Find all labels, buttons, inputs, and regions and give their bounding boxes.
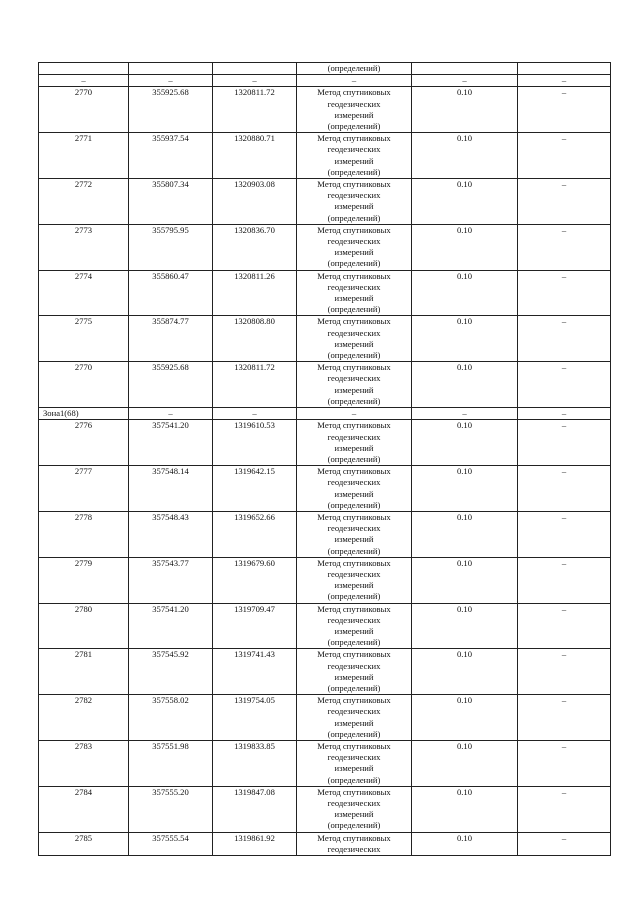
x-coordinate-cell: 357558.02 (129, 695, 213, 741)
point-id-cell: 2783 (39, 740, 129, 786)
x-coordinate-cell: 355795.95 (129, 224, 213, 270)
dash-cell: – (518, 408, 611, 420)
accuracy-cell: 0.10 (412, 133, 518, 179)
method-cell: Метод спутниковых геодезических измерений (определений) (297, 740, 412, 786)
y-coordinate-cell: 1320808.80 (213, 316, 297, 362)
note-cell: – (518, 362, 611, 408)
table-row (39, 649, 611, 695)
table-row (39, 362, 611, 408)
accuracy-cell: 0.10 (412, 316, 518, 362)
note-cell: – (518, 270, 611, 316)
x-coordinate-cell: 357555.20 (129, 786, 213, 832)
y-coordinate-cell: 1320811.72 (213, 362, 297, 408)
y-coordinate-cell: 1319833.85 (213, 740, 297, 786)
method-cell: Метод спутниковых геодезических измерений (определений) (297, 316, 412, 362)
accuracy-cell: 0.10 (412, 603, 518, 649)
y-coordinate-cell: 1319741.43 (213, 649, 297, 695)
method-cell: Метод спутниковых геодезических измерений (определений) (297, 270, 412, 316)
dash-cell: – (39, 75, 129, 87)
method-cell: Метод спутниковых геодезических измерений (определений) (297, 557, 412, 603)
x-coordinate-cell: 357551.98 (129, 740, 213, 786)
table-row (39, 786, 611, 832)
dash-cell: – (129, 75, 213, 87)
point-id-cell: 2770 (39, 362, 129, 408)
point-id-cell: 2784 (39, 786, 129, 832)
accuracy-cell: 0.10 (412, 740, 518, 786)
method-cell: Метод спутниковых геодезических измерений (определений) (297, 695, 412, 741)
y-coordinate-cell: 1320903.08 (213, 179, 297, 225)
table-row (39, 75, 611, 87)
method-cell: Метод спутниковых геодезических измерений (определений) (297, 603, 412, 649)
dash-cell: – (129, 408, 213, 420)
table-row (39, 420, 611, 466)
note-cell: – (518, 133, 611, 179)
zone-row (39, 408, 611, 420)
table-row (39, 270, 611, 316)
method-cell: Метод спутниковых геодезических (297, 832, 412, 855)
accuracy-cell: 0.10 (412, 786, 518, 832)
point-id-cell: 2778 (39, 511, 129, 557)
table-row (39, 832, 611, 855)
point-id-cell: 2782 (39, 695, 129, 741)
y-coordinate-cell: 1319652.66 (213, 511, 297, 557)
note-cell: – (518, 695, 611, 741)
x-coordinate-cell: 355925.68 (129, 87, 213, 133)
table-row (39, 695, 611, 741)
document-page (38, 62, 610, 856)
x-coordinate-cell: 357545.92 (129, 649, 213, 695)
accuracy-cell: 0.10 (412, 695, 518, 741)
y-coordinate-cell: 1320811.26 (213, 270, 297, 316)
table-row (39, 740, 611, 786)
point-id-cell: 2781 (39, 649, 129, 695)
accuracy-cell: 0.10 (412, 511, 518, 557)
accuracy-cell: 0.10 (412, 179, 518, 225)
method-cell: Метод спутниковых геодезических измерений (определений) (297, 466, 412, 512)
note-cell: – (518, 557, 611, 603)
table-row (39, 87, 611, 133)
x-coordinate-cell: 357548.14 (129, 466, 213, 512)
dash-cell: – (213, 408, 297, 420)
x-coordinate-cell: 355874.77 (129, 316, 213, 362)
table-row (39, 603, 611, 649)
method-cell: Метод спутниковых геодезических измерений (определений) (297, 420, 412, 466)
method-cell: Метод спутниковых геодезических измерений (определений) (297, 224, 412, 270)
dash-cell: – (213, 75, 297, 87)
point-id-cell: 2773 (39, 224, 129, 270)
point-id-cell: 2776 (39, 420, 129, 466)
accuracy-cell: 0.10 (412, 224, 518, 270)
table-row (39, 63, 611, 75)
table-row (39, 179, 611, 225)
point-id-cell: 2779 (39, 557, 129, 603)
dash-cell: – (518, 75, 611, 87)
method-cell: Метод спутниковых геодезических измерений (определений) (297, 179, 412, 225)
note-cell: – (518, 649, 611, 695)
table-row (39, 511, 611, 557)
coordinates-table (38, 62, 611, 856)
accuracy-cell: 0.10 (412, 832, 518, 855)
y-coordinate-cell: 1319679.60 (213, 557, 297, 603)
note-cell: – (518, 832, 611, 855)
method-cell: Метод спутниковых геодезических измерений (определений) (297, 133, 412, 179)
method-cell: Метод спутниковых геодезических измерений (определений) (297, 511, 412, 557)
note-cell: – (518, 87, 611, 133)
accuracy-cell: 0.10 (412, 87, 518, 133)
x-coordinate-cell: 355925.68 (129, 362, 213, 408)
point-id-cell: 2775 (39, 316, 129, 362)
table-row (39, 133, 611, 179)
method-cell: Метод спутниковых геодезических измерений (определений) (297, 786, 412, 832)
note-cell: – (518, 786, 611, 832)
note-cell: – (518, 466, 611, 512)
note-cell: – (518, 740, 611, 786)
note-cell: – (518, 511, 611, 557)
point-id-cell: 2777 (39, 466, 129, 512)
point-id-cell: 2785 (39, 832, 129, 855)
point-id-cell: 2771 (39, 133, 129, 179)
x-coordinate-cell: 355860.47 (129, 270, 213, 316)
x-coordinate-cell: 357543.77 (129, 557, 213, 603)
y-coordinate-cell: 1319861.92 (213, 832, 297, 855)
point-id-cell: 2772 (39, 179, 129, 225)
x-coordinate-cell: 357555.54 (129, 832, 213, 855)
table-row (39, 466, 611, 512)
note-cell: – (518, 316, 611, 362)
table-row (39, 557, 611, 603)
note-cell: – (518, 224, 611, 270)
x-coordinate-cell: 357541.20 (129, 603, 213, 649)
point-id-cell: 2780 (39, 603, 129, 649)
method-cell: (определений) (297, 63, 412, 75)
method-cell: Метод спутниковых геодезических измерений (определений) (297, 362, 412, 408)
accuracy-cell: 0.10 (412, 270, 518, 316)
y-coordinate-cell: 1320811.72 (213, 87, 297, 133)
table-row (39, 224, 611, 270)
note-cell: – (518, 603, 611, 649)
zone-label-cell: Зона1(68) (39, 408, 129, 420)
dash-cell: – (412, 408, 518, 420)
y-coordinate-cell: 1319847.08 (213, 786, 297, 832)
x-coordinate-cell: 355937.54 (129, 133, 213, 179)
method-cell: Метод спутниковых геодезических измерений (определений) (297, 649, 412, 695)
x-coordinate-cell: 355807.34 (129, 179, 213, 225)
method-cell: Метод спутниковых геодезических измерений (определений) (297, 87, 412, 133)
note-cell: – (518, 179, 611, 225)
point-id-cell: 2770 (39, 87, 129, 133)
y-coordinate-cell: 1319754.05 (213, 695, 297, 741)
x-coordinate-cell: 357541.20 (129, 420, 213, 466)
dash-cell: – (297, 75, 412, 87)
accuracy-cell: 0.10 (412, 420, 518, 466)
accuracy-cell: 0.10 (412, 362, 518, 408)
x-coordinate-cell: 357548.43 (129, 511, 213, 557)
point-id-cell: 2774 (39, 270, 129, 316)
y-coordinate-cell: 1320880.71 (213, 133, 297, 179)
table-row (39, 316, 611, 362)
y-coordinate-cell: 1319610.53 (213, 420, 297, 466)
accuracy-cell: 0.10 (412, 557, 518, 603)
y-coordinate-cell: 1319642.15 (213, 466, 297, 512)
y-coordinate-cell: 1320836.70 (213, 224, 297, 270)
dash-cell: – (297, 408, 412, 420)
note-cell: – (518, 420, 611, 466)
dash-cell: – (412, 75, 518, 87)
accuracy-cell: 0.10 (412, 649, 518, 695)
y-coordinate-cell: 1319709.47 (213, 603, 297, 649)
accuracy-cell: 0.10 (412, 466, 518, 512)
